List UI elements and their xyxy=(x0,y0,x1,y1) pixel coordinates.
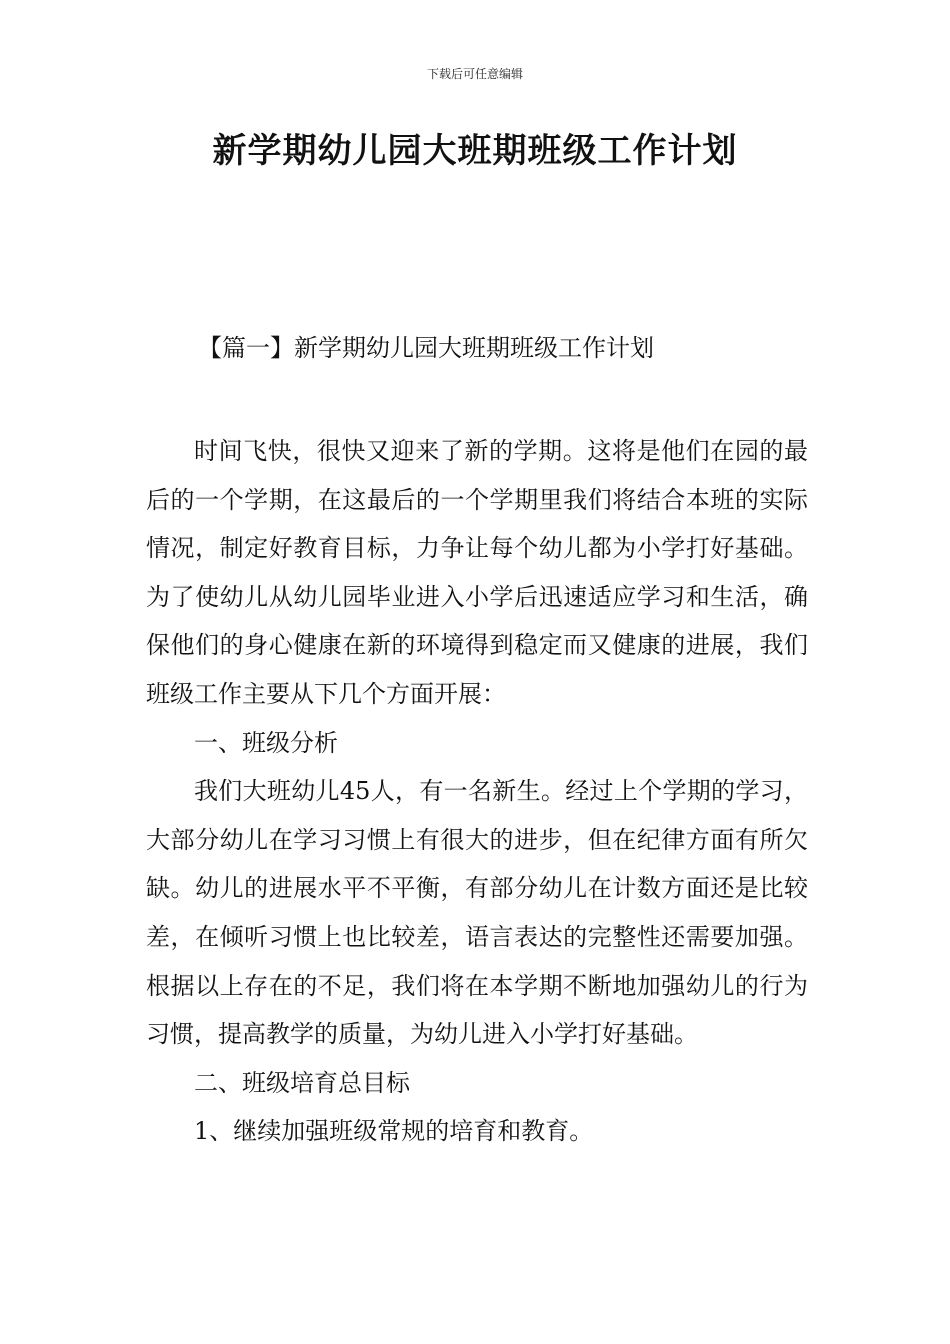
header-note: 下载后可任意编辑 xyxy=(426,67,523,81)
paragraph-class-analysis: 我们大班幼儿45人，有一名新生。经过上个学期的学习，大部分幼儿在学习习惯上有很大的进步，但在纪律方面有所欠缺。幼儿的进展水平不平衡，有部分幼儿在计数方面还是比较差，在倾听习惯上也比较差，语言表达的完整性还需要加强。根据以上存在的不足，我们将在本学期不断地加强幼儿的行为习惯，提高教学的质量，为幼儿进入小学打好基础。 xyxy=(146,777,808,1049)
heading-class-analysis: 一、班级分析 xyxy=(194,728,338,757)
section-title: 【篇一】新学期幼儿园大班期班级工作计划 xyxy=(198,334,654,362)
list-item-goal-1: 1、继续加强班级常规的培育和教育。 xyxy=(194,1117,594,1146)
document-body xyxy=(146,427,808,1156)
document-title: 新学期幼儿园大班期班级工作计划 xyxy=(212,131,738,171)
paragraph-intro: 时间飞快，很快又迎来了新的学期。这将是他们在园的最后的一个学期，在这最后的一个学期里我们将结合本班的实际情况，制定好教育目标，力争让每个幼儿都为小学打好基础。为了使幼儿从幼儿园毕业进入小学后迅速适应学习和生活，确保他们的身心健康在新的环境得到稳定而又健康的进展，我们班级工作主要从下几个方面开展： xyxy=(146,437,808,708)
heading-overall-goals: 二、班级培育总目标 xyxy=(194,1068,410,1097)
